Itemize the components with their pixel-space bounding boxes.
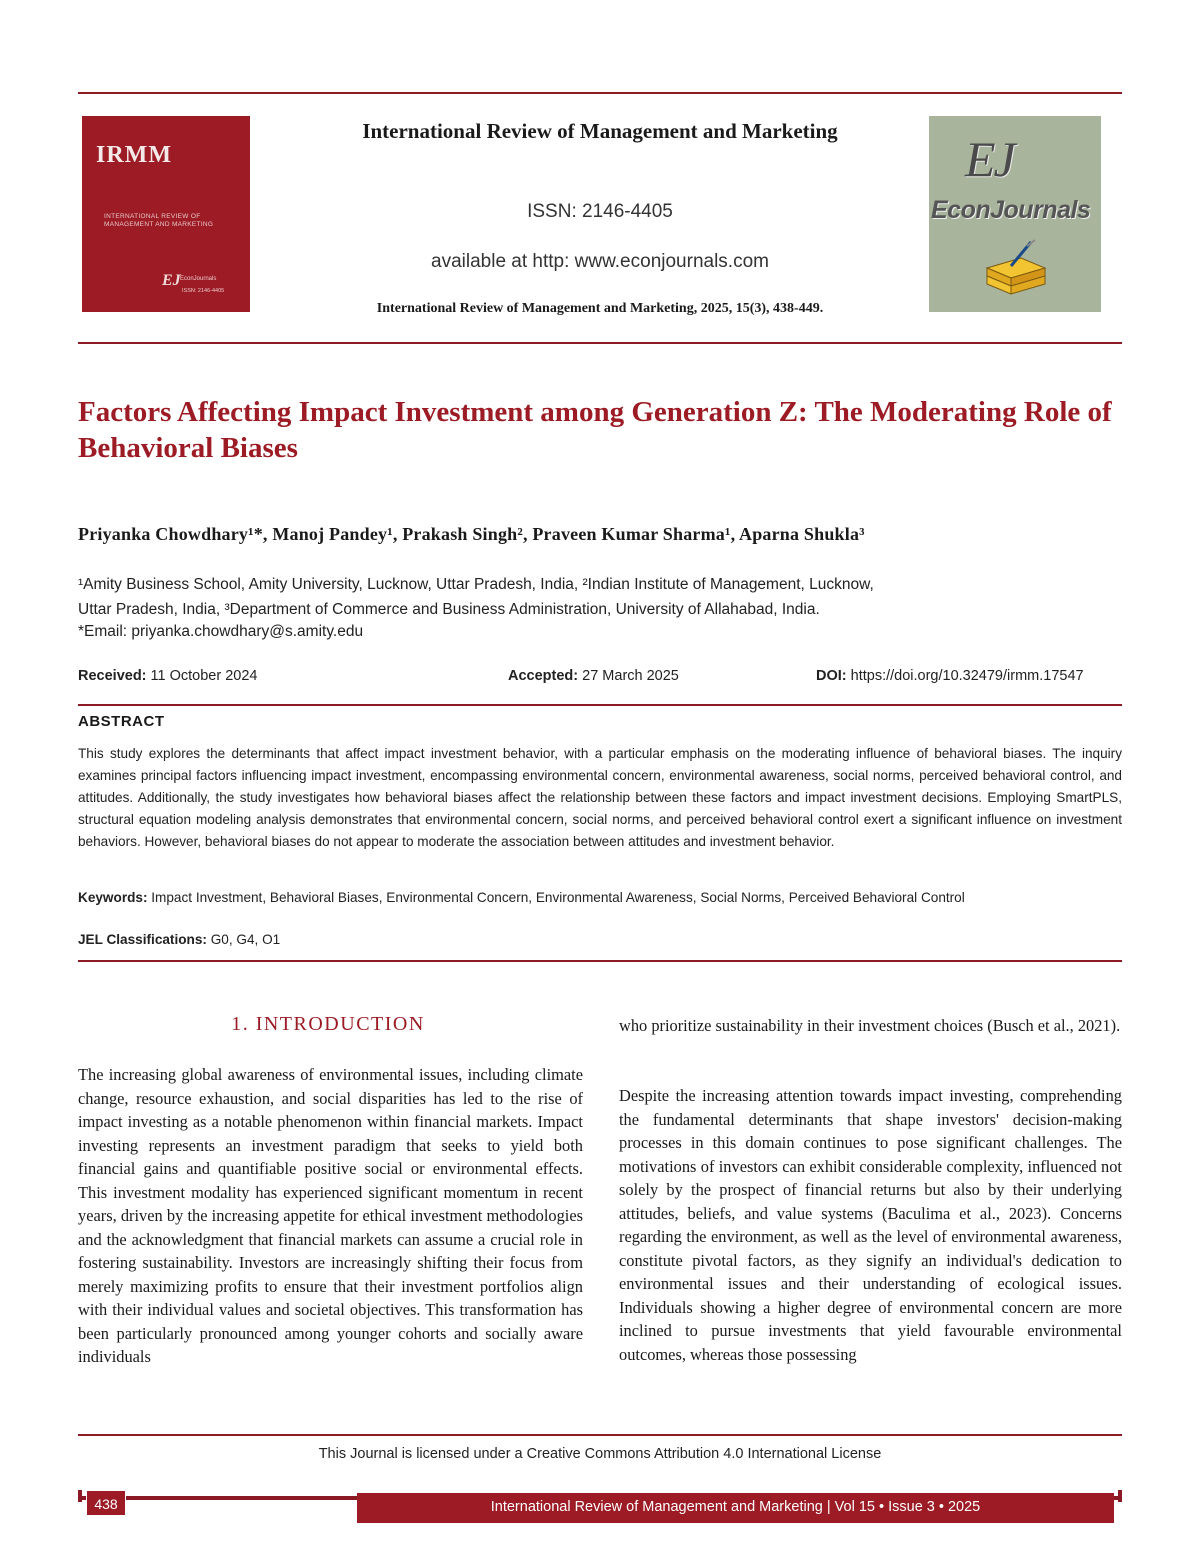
keywords [78,888,1078,908]
abstract-text: This study explores the determinants that affect impact investment behavior, with a particular emphasis on the moderating influence of behavioral biases. The inquiry examines principal factors influencing impact investment, encompassing environmental concern, environmental awareness, social norms, perceived behavioral control, and attitudes. Additionally, the study investigates how behavioral biases affect the relationship between these factors and impact investment decisions. Employing SmartPLS, structural equation modeling analysis demonstrates that environmental concern, social norms, and perceived behavioral control exert a significant influence on investment behaviors. However, behavioral biases do not appear to moderate the association between attitudes and investment behavior. [78,746,1122,849]
section-heading-introduction: 1. INTRODUCTION [231,1013,425,1035]
doi-label: DOI: [816,668,847,684]
article-citation: International Review of Management and Marketing, 2025, 15(3), 438-449. [376,301,824,316]
cover-title: IRMM [96,142,172,168]
affiliations-line-1: ¹Amity Business School, Amity University, Lucknow, Uttar Pradesh, India, ²Indian Institute of Management, Lucknow, [78,576,874,593]
doi-link[interactable]: https://doi.org/10.32479/irmm.17547 [846,668,1084,684]
license-statement: This Journal is licensed under a Creative Commons Attribution 4.0 International License [318,1446,882,1462]
books-icon [981,238,1051,298]
keywords-label: Keywords: [78,890,148,905]
page-number: 438 [86,1490,126,1516]
jel-classifications [78,932,280,947]
cover-ej-small: EconJournals [180,276,217,282]
publisher-ej-mark: EJ [965,131,1014,187]
publisher-name: EconJournals [931,196,1091,224]
corresponding-email[interactable]: *Email: priyanka.chowdhary@s.amity.edu [78,623,364,640]
body-left-paragraph: The increasing global awareness of environmental issues, including climate change, resource exhaustion, and social disparities has led to the rise of impact investing as a notable phenomenon within financial markets. Impact investing represents an investment paradigm that seeks to yield both financial gains and quantifiable positive social or environmental effects. This investment modality has experienced significant momentum in recent years, driven by the increasing appetite for ethical investment methodologies and the acknowledgment that financial markets can assume a crucial role in fostering sustainability. Investors are increasingly shifting their focus from merely maximizing profits to ensure that their investment portfolios align with their individual values and societal objectives. This transformation has been particularly pronounced among younger cohorts and socially aware individuals [78,1065,583,1366]
received-label: Received: [78,668,147,684]
journal-website[interactable]: available at http: www.econjournals.com [431,251,769,272]
author-affiliations [78,572,1122,622]
running-footer: International Review of Management and Marketing | Vol 15 • Issue 3 • 2025 [490,1499,981,1515]
footer-top-rule [78,1434,1122,1436]
article-title: Factors Affecting Impact Investment among Generation Z: The Moderating Role of Behavioral Biases [78,396,1112,464]
jel-label: JEL Classifications: [78,932,207,947]
cover-issn-small: ISSN: 2146-4405 [182,288,225,294]
header-bottom-rule [78,342,1122,344]
abstract-bottom-rule [78,960,1122,962]
journal-name: International Review of Management and Marketing [362,119,838,143]
received-value: 11 October 2024 [146,668,258,684]
journal-issn: ISSN: 2146-4405 [527,201,673,222]
keywords-value: Impact Investment, Behavioral Biases, Environmental Concern, Environmental Awareness, Social Norms, Perceived Behavioral Control [147,890,965,905]
header-top-rule [78,92,1122,94]
footer-tick-right [1118,1490,1122,1502]
abstract-heading: ABSTRACT [78,713,165,730]
article-authors: Priyanka Chowdhary¹*, Manoj Pandey¹, Prakash Singh², Praveen Kumar Sharma¹, Aparna Shukla³ [78,524,865,544]
affiliations-line-2: Uttar Pradesh, India, ³Department of Commerce and Business Administration, University of Allahabad, India. [78,601,820,618]
footer-tick-left [78,1490,82,1502]
jel-value: G0, G4, O1 [206,932,281,947]
doi[interactable] [816,668,1084,684]
accepted-label: Accepted: [508,668,579,684]
accepted-date [508,668,679,684]
accepted-value: 27 March 2025 [578,668,679,684]
publisher-logo [929,116,1101,312]
abstract-top-rule [78,704,1122,706]
cover-subtitle: INTERNATIONAL REVIEW OF MANAGEMENT AND MARKETING [104,213,214,228]
received-date [78,668,258,684]
body-right-paragraph-1: who prioritize sustainability in their investment choices (Busch et al., 2021). [619,1016,1121,1035]
cover-ej-mark: EJ [162,272,181,289]
journal-cover-image [82,116,250,312]
body-right-paragraph-2: Despite the increasing attention towards impact investing, comprehending the fundamental determinants that shape investors' decision-making processes in this domain continues to pose significant challenges. The motivations of investors can exhibit considerable complexity, influenced not solely by the prospect of financial returns but also by their underlying attitudes, beliefs, and value systems (Baculima et al., 2023). Concerns regarding the environment, as well as the level of environmental awareness, constitute pivotal factors, as they signify an individual's dedication to environmental issues and their understanding of ecological issues. Individuals showing a higher degree of environmental concern are more inclined to pursue investments that yield favourable environmental outcomes, whereas those possessing [619,1086,1122,1364]
